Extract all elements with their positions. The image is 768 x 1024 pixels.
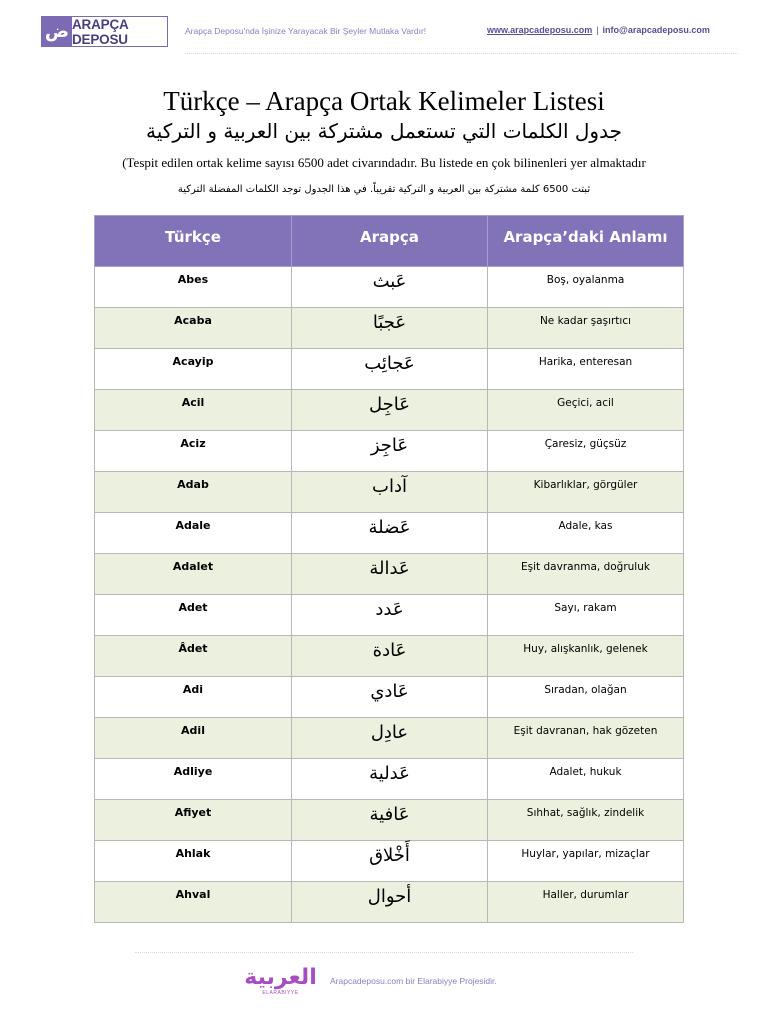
cell-turkish-text: Adi	[182, 683, 204, 696]
cell-turkish-text: Âdet	[178, 642, 208, 655]
header-divider	[185, 53, 738, 54]
table-row	[95, 677, 684, 718]
cell-meaning-text: Kibarlıklar, görgüler	[533, 479, 638, 491]
cell-arabic-text: أَخْلاق	[369, 845, 410, 866]
cell-turkish-text: Acaba	[174, 314, 212, 327]
cell-meaning-text: Sıradan, olağan	[544, 684, 627, 696]
cell-arabic	[292, 308, 488, 349]
cell-meaning-text: Ne kadar şaşırtıcı	[539, 315, 632, 327]
cell-arabic-text: عَاجِل	[369, 394, 410, 415]
cell-meaning-text: Sıhhat, sağlık, zindelik	[526, 807, 645, 819]
cell-arabic-text: آداب	[372, 476, 407, 497]
cell-arabic	[292, 718, 488, 759]
cell-arabic-text: عَاجِز	[370, 435, 409, 456]
document-note-turkish: (Tespit edilen ortak kelime sayısı 6500 adet civarındadır. Bu listede en çok bilinenleri yer almaktadır	[122, 155, 646, 170]
cell-meaning-text: Çaresiz, güçsüz	[544, 438, 627, 450]
elarabiyye-logo[interactable]	[243, 963, 318, 999]
cell-turkish-text: Adale	[175, 519, 211, 532]
cell-arabic	[292, 882, 488, 923]
column-header-turkish: Türkçe	[95, 216, 292, 267]
cell-turkish-text: Abes	[177, 273, 209, 286]
cell-arabic	[292, 349, 488, 390]
cell-turkish-text: Adliye	[173, 765, 213, 778]
cell-meaning	[488, 431, 684, 472]
cell-arabic	[292, 759, 488, 800]
footer-text: Arapcadeposu.com bir Elarabiyye Projesidir.	[330, 976, 497, 986]
cell-turkish	[95, 390, 292, 431]
cell-meaning-text: Boş, oyalanma	[546, 274, 625, 286]
cell-turkish	[95, 513, 292, 554]
cell-turkish	[95, 595, 292, 636]
table-row	[95, 308, 684, 349]
cell-turkish-text: Ahval	[175, 888, 211, 901]
cell-meaning	[488, 308, 684, 349]
cell-meaning	[488, 677, 684, 718]
cell-turkish-text: Adet	[178, 601, 208, 614]
column-header-arabic: Arapça	[292, 216, 488, 267]
cell-arabic	[292, 267, 488, 308]
contact-separator: |	[596, 25, 599, 35]
cell-turkish-text: Acil	[181, 396, 205, 409]
column-header-meaning: Arapça’daki Anlamı	[488, 216, 684, 267]
cell-turkish	[95, 677, 292, 718]
table-row	[95, 636, 684, 677]
cell-turkish-text: Afiyet	[174, 806, 212, 819]
cell-arabic-text: عَدد	[375, 599, 404, 620]
document-subtitle-arabic: جدول الكلمات التي تستعمل مشتركة بين العربية و التركية	[146, 119, 622, 143]
cell-arabic	[292, 595, 488, 636]
cell-meaning	[488, 349, 684, 390]
cell-meaning	[488, 800, 684, 841]
table-row	[95, 718, 684, 759]
cell-turkish-text: Aciz	[180, 437, 206, 450]
cell-meaning-text: Eşit davranma, doğruluk	[521, 561, 650, 573]
cell-arabic	[292, 390, 488, 431]
cell-turkish-text: Adil	[181, 724, 205, 737]
email-link[interactable]: info@arapcadeposu.com	[602, 25, 710, 35]
cell-arabic	[292, 841, 488, 882]
cell-meaning	[488, 513, 684, 554]
cell-arabic	[292, 800, 488, 841]
cell-arabic-text: عَدالة	[369, 558, 410, 579]
website-link[interactable]: www.arapcadeposu.com	[487, 25, 593, 35]
cell-arabic-text: عَادي	[370, 681, 409, 702]
cell-turkish	[95, 882, 292, 923]
cell-turkish-text: Adalet	[172, 560, 214, 573]
table-row	[95, 554, 684, 595]
table-row	[95, 595, 684, 636]
table-row	[95, 472, 684, 513]
cell-arabic-text: عَضلة	[368, 517, 411, 538]
header-contact	[487, 25, 710, 35]
cell-arabic-text: عَجبًا	[372, 312, 407, 333]
cell-arabic	[292, 513, 488, 554]
header-tagline: Arapça Deposu'nda İşinize Yarayacak Bir Şeyler Mutlaka Vardır!	[185, 26, 427, 36]
table-row	[95, 800, 684, 841]
arapca-deposu-logo[interactable]	[41, 16, 168, 47]
table-row	[95, 841, 684, 882]
cell-meaning-text: Huylar, yapılar, mizaçlar	[521, 848, 650, 860]
cell-arabic	[292, 431, 488, 472]
footer-logo-latin: ELARABIYYE	[262, 990, 299, 996]
cell-turkish	[95, 800, 292, 841]
cell-meaning-text: Adalet, hukuk	[549, 766, 622, 778]
cell-meaning	[488, 554, 684, 595]
cell-arabic	[292, 472, 488, 513]
cell-arabic-text: عَجائِب	[364, 353, 415, 374]
cell-meaning	[488, 882, 684, 923]
logo-text: ARAPÇA DEPOSU	[72, 16, 129, 47]
table-row	[95, 882, 684, 923]
cell-meaning-text: Sayı, rakam	[554, 602, 617, 614]
table-row	[95, 390, 684, 431]
footer-divider	[135, 952, 633, 953]
cell-turkish-text: Adab	[177, 478, 209, 491]
table-header-row	[95, 216, 684, 267]
cell-meaning	[488, 390, 684, 431]
cell-meaning-text: Haller, durumlar	[542, 889, 629, 901]
cell-turkish	[95, 759, 292, 800]
logo-mark-icon: ض	[42, 17, 72, 46]
cell-turkish-text: Ahlak	[175, 847, 211, 860]
cell-arabic-text: أحوال	[367, 886, 412, 907]
cell-meaning	[488, 718, 684, 759]
document-note-arabic: ثبتت 6500 كلمة مشتركة بين العربية و التركية تقريباً. في هذا الجدول توجد الكلمات المفضلة التركية	[177, 184, 591, 195]
table-row	[95, 759, 684, 800]
cell-arabic-text: عادِل	[370, 722, 409, 743]
footer-logo-arabic: العربية	[244, 965, 317, 990]
cell-arabic	[292, 554, 488, 595]
cell-turkish	[95, 308, 292, 349]
table-row	[95, 513, 684, 554]
cell-meaning-text: Huy, alışkanlık, gelenek	[523, 643, 648, 655]
page-header	[0, 0, 768, 50]
cell-turkish-text: Acayip	[172, 355, 214, 368]
cell-turkish	[95, 718, 292, 759]
cell-turkish	[95, 472, 292, 513]
cell-meaning-text: Eşit davranan, hak gözeten	[513, 725, 658, 737]
cell-arabic-text: عَادة	[372, 640, 407, 661]
cell-arabic	[292, 636, 488, 677]
cell-turkish	[95, 554, 292, 595]
cell-turkish	[95, 841, 292, 882]
cell-arabic	[292, 677, 488, 718]
cell-arabic-text: عَدلية	[369, 763, 410, 784]
cell-meaning	[488, 759, 684, 800]
cell-arabic-text: عَافية	[369, 804, 410, 825]
table-row	[95, 431, 684, 472]
cell-turkish	[95, 431, 292, 472]
cell-turkish	[95, 636, 292, 677]
table-row	[95, 349, 684, 390]
cell-turkish	[95, 267, 292, 308]
cell-meaning	[488, 472, 684, 513]
document-title: Türkçe – Arapça Ortak Kelimeler Listesi	[163, 86, 605, 116]
cell-meaning	[488, 267, 684, 308]
cell-meaning	[488, 595, 684, 636]
cell-arabic-text: عَبث	[372, 271, 407, 292]
cell-meaning-text: Geçici, acil	[557, 397, 614, 409]
cell-turkish	[95, 349, 292, 390]
cell-meaning-text: Harika, enteresan	[538, 356, 633, 368]
cell-meaning	[488, 636, 684, 677]
cell-meaning-text: Adale, kas	[558, 520, 613, 532]
table-row	[95, 267, 684, 308]
cell-meaning	[488, 841, 684, 882]
common-words-table	[94, 215, 684, 923]
